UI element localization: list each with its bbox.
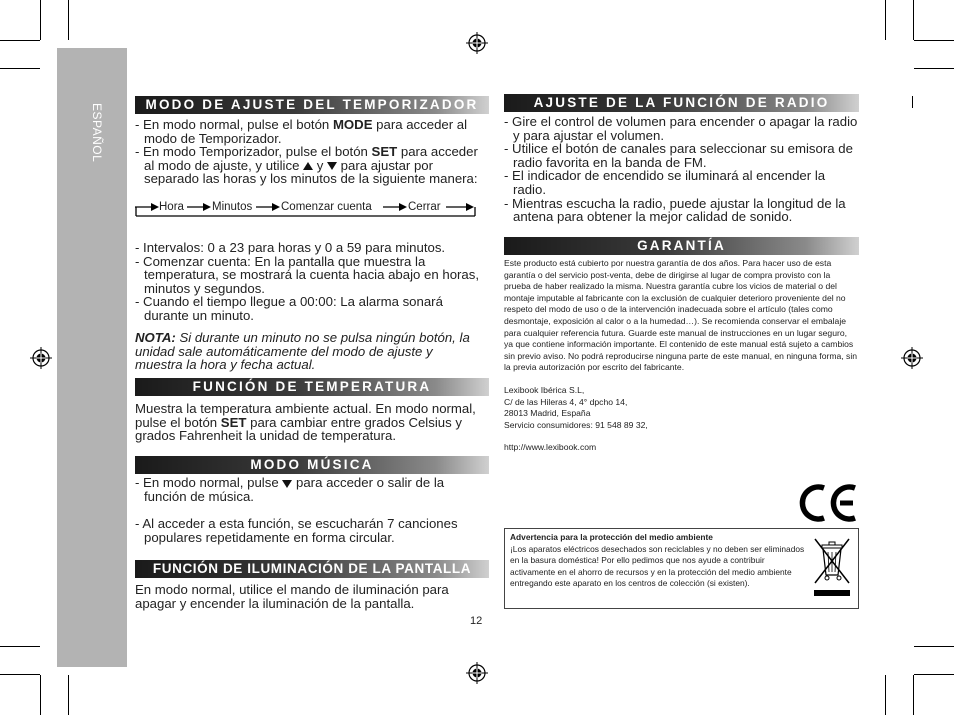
lighting-section-header: FUNCIÓN DE ILUMINACIÓN DE LA PANTALLA <box>135 560 489 578</box>
crop-mark <box>40 0 41 40</box>
lighting-text: En modo normal, utilice el mando de iluminación para apagar y encender la iluminación de la pantalla. <box>135 582 449 611</box>
crop-mark <box>0 40 40 41</box>
crop-mark <box>914 674 954 675</box>
weee-crossed-bin-icon <box>811 535 853 599</box>
down-arrow-icon <box>327 162 337 170</box>
timer-flow-diagram <box>135 199 477 217</box>
down-arrow-icon <box>282 480 292 488</box>
crop-mark <box>912 96 913 108</box>
flow-step-hora: Hora <box>159 201 184 213</box>
page-number: 12 <box>470 615 483 627</box>
warranty-text: Este producto está cubierto por nuestra garantía de dos años. Para hacer uso de esta garantía o del servicio post-venta, debe de dirigirse al lugar de compra provisto con la prueba de haber realizado la misma. Nuestra garantía cubre los vicios de material o del montaje imputable al fabricante con la exclusión de cualquier deterioro proveniente del no respeto del modo de uso o de la intervención inadecuada sobre el artículo (tales como desmontaje, exposición al calor o a la humedad…). Se recomienda conservar el embalaje para cualquier referencia futura. Guarde este manual de instrucciones en un lugar seguro, ya que contiene información importante. El contenido de este manual está sujeto a cambios sin previo aviso. No podrá reproducirse ninguna parte de este manual, en ninguna forma, sin la previa autorización por escrito del fabricante. Lexibook Ibérica S.L, C/ de las Hileras 4, 4° dpcho 14, 28013 Madrid, España Servicio consumidores: 91 548 89 32, http://www.lexibook.com <box>504 258 858 453</box>
warranty-section-header: GARANTÍA <box>504 237 859 255</box>
crop-mark <box>68 0 69 40</box>
timer-instructions: - En modo normal, pulse el botón MODE para acceder al modo de Temporizador. - En modo Temporizador, pulse el botón SET para acceder al modo de ajuste, y utilice y para ajustar por separado las horas y los minutos de la siguiente manera: <box>135 117 478 187</box>
flow-step-comenzar: Comenzar cuenta <box>281 201 372 213</box>
registration-mark-icon <box>30 347 52 369</box>
registration-mark-icon <box>901 347 923 369</box>
temperature-text: Muestra la temperatura ambiente actual. En modo normal, pulse el botón SET para cambiar entre grados Celsius y grados Fahrenheit la unidad de temperatura. <box>135 401 476 444</box>
music-section-header: MODO MÚSICA <box>135 456 489 474</box>
timer-notes: - Intervalos: 0 a 23 para horas y 0 a 59 para minutos. - Comenzar cuenta: En la pantalla que muestra la temperatura, se mostrará la cuenta hacia abajo en horas, minutos y segundos. - Cuando el tiempo llegue a 00:00: La alarma sonará durante un minuto. <box>135 240 480 323</box>
crop-mark <box>914 40 954 41</box>
language-label: ESPAÑOL <box>90 103 104 163</box>
environment-warning-text: Advertencia para la protección del medio ambiente ¡Los aparatos eléctricos desechados son reciclables y no deben ser eliminados en la basura doméstica! Por ello pedimos que nos ayude a contribuir activamente en el ahorro de recursos y en la protección del medio ambiente entregando este aparato en los centros de colección (si existen). <box>510 532 805 589</box>
crop-mark <box>0 646 40 647</box>
temperature-section-header: FUNCIÓN DE TEMPERATURA <box>135 378 489 396</box>
flow-loop-line <box>135 199 477 217</box>
crop-mark <box>913 0 914 40</box>
crop-mark <box>0 68 40 69</box>
music-text: - En modo normal, pulse para acceder o salir de la función de música. - Al acceder a esta función, se escucharán 7 canciones populares repetidamente en forma circular. <box>135 475 458 545</box>
up-arrow-icon <box>303 162 313 170</box>
crop-mark <box>914 68 954 69</box>
flow-step-minutos: Minutos <box>212 201 253 213</box>
radio-section-header: AJUSTE DE LA FUNCIÓN DE RADIO <box>504 94 859 112</box>
crop-mark <box>885 0 886 40</box>
language-sidebar <box>57 48 127 667</box>
timer-note: NOTA: Si durante un minuto no se pulsa ningún botón, la unidad sale automáticamente del modo de ajuste y muestra la hora y fecha actual. <box>135 330 470 373</box>
crop-mark <box>885 675 886 715</box>
crop-mark <box>68 675 69 715</box>
environment-warning-box <box>504 528 859 609</box>
crop-mark <box>40 675 41 715</box>
ce-mark-icon <box>797 482 859 524</box>
flow-step-cerrar: Cerrar <box>408 201 441 213</box>
crop-mark <box>0 674 40 675</box>
radio-text: - Gire el control de volumen para encender o apagar la radio y para ajustar el volumen. - Utilice el botón de canales para seleccionar su emisora de radio favorita en la banda de FM. - El indicador de encendido se iluminará al encender la radio. - Mientras escucha la radio, puede ajustar la longitud de la antena para obtener la mejor calidad de sonido. <box>504 114 858 225</box>
crop-mark <box>914 646 954 647</box>
registration-mark-icon <box>466 32 488 54</box>
registration-mark-icon <box>466 662 488 684</box>
timer-section-header: MODO DE AJUSTE DEL TEMPORIZADOR <box>135 96 489 114</box>
crop-mark <box>913 675 914 715</box>
